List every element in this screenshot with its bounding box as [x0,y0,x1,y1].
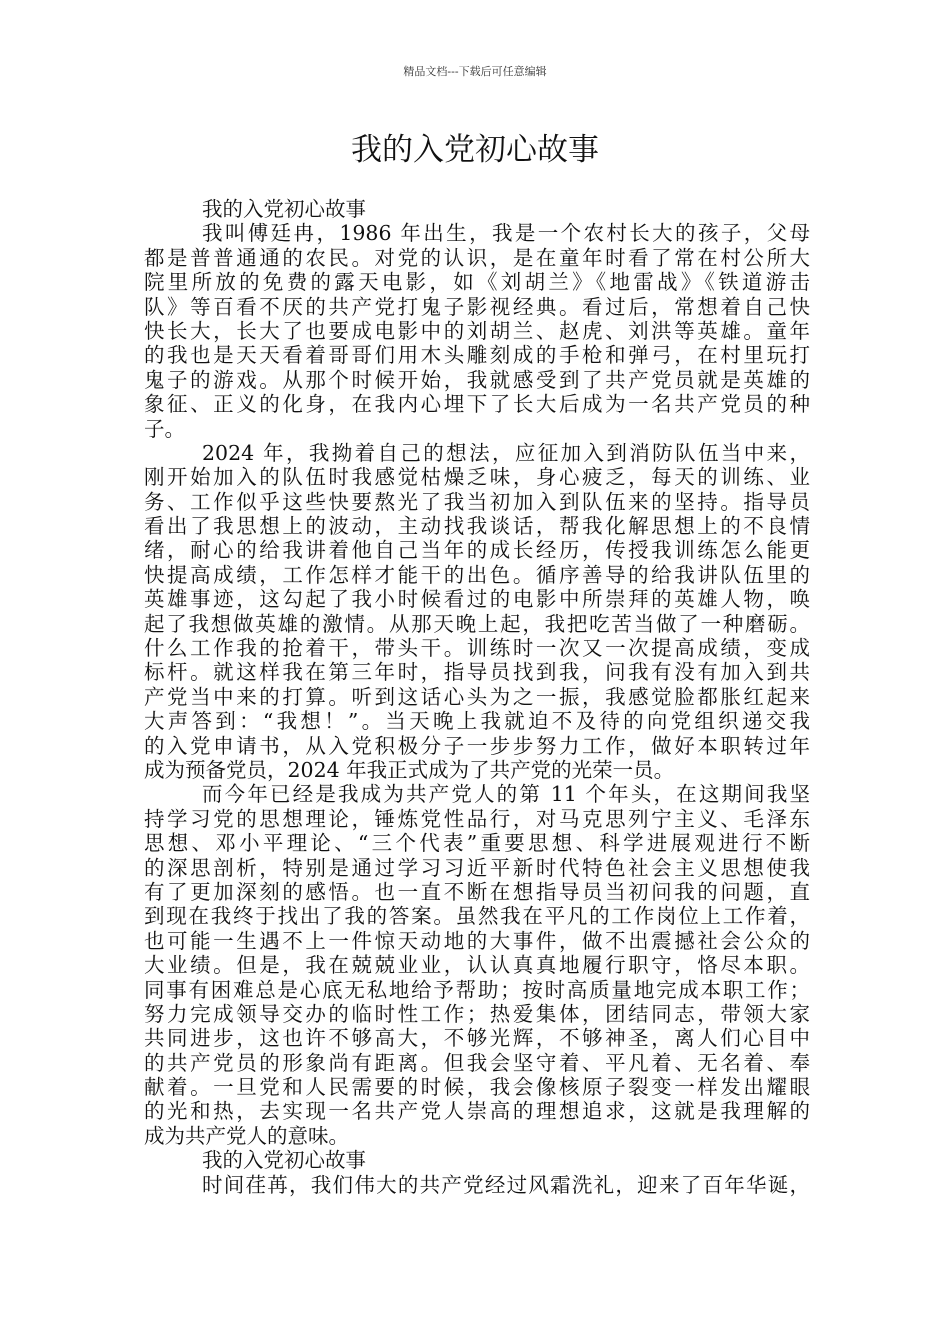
text-line: 英雄事迹，这勾起了我小时候看过的电影中所崇拜的英雄人物，唤 [144,587,810,612]
text-line: 时间荏苒，我们伟大的共产党经过风霜洗礼，迎来了百年华诞， [202,1172,810,1197]
text-line: 大声答到：“我想！”。当天晚上我就迫不及待的向党组织递交我 [144,709,810,734]
text-line: 刚开始加入的队伍时我感觉枯燥乏味，身心疲乏，每天的训练、业 [144,465,810,490]
text-line: 的入党申请书，从入党积极分子一步步努力工作，做好本职转过年 [144,733,810,758]
text-line: 有了更加深刻的感悟。也一直不断在想指导员当初问我的问题，直 [144,879,810,904]
document-title: 我的入党初心故事 [351,132,599,168]
text-line: 同事有困难总是心底无私地给予帮助；按时高质量地完成本职工作； [144,977,810,1002]
text-line: 的深思剖析，特别是通过学习习近平新时代特色社会主义思想使我 [144,855,810,880]
document-body [144,197,810,1197]
text-line: 快长大，长大了也要成电影中的刘胡兰、赵虎、刘洪等英雄。童年 [144,318,810,343]
text-line: 大业绩。但是，我在兢兢业业，认认真真地履行职守，恪尽本职。 [144,953,810,978]
text-line: 务、工作似乎这些快要熬光了我当初加入到队伍来的坚持。指导员 [144,489,810,514]
text-line: 思想、邓小平理论、“三个代表”重要思想、科学进展观进行不断 [144,831,810,856]
text-line: 努力完成领导交办的临时性工作；热爱集体，团结同志，带领大家 [144,1001,810,1026]
text-line: 产党当中来的打算。听到这话心头为之一振，我感觉脸都胀红起来 [144,684,810,709]
text-line: 2024 年，我拗着自己的想法，应征加入到消防队伍当中来， [202,440,810,465]
text-line: 都是普普通通的农民。对党的认识，是在童年时看了常在村公所大 [144,245,810,270]
text-line: 我的入党初心故事 [202,197,366,221]
text-line: 起了我想做英雄的激情。从那天晚上起，我把吃苦当做了一种磨砺。 [144,611,810,636]
text-line: 的光和热，去实现一名共产党人崇高的理想追求，这就是我理解的 [144,1099,810,1124]
text-line: 成为预备党员，2024 年我正式成为了共产党的光荣一员。 [144,757,675,782]
text-line: 共同进步，这也许不够高大，不够光辉，不够神圣，离人们心目中 [144,1026,810,1051]
text-line: 我的入党初心故事 [202,1148,366,1173]
text-line: 成为共产党人的意味。 [144,1123,349,1148]
text-line: 标杆。就这样我在第三年时，指导员找到我，问我有没有加入到共 [144,660,810,685]
text-line: 什么工作我的抢着干，带头干。训练时一次又一次提高成绩，变成 [144,636,810,661]
text-line: 而今年已经是我成为共产党人的第 11 个年头，在这期间我坚 [202,782,810,807]
text-line: 队》等百看不厌的共产党打鬼子影视经典。看过后，常想着自己快 [144,294,810,319]
text-line: 也可能一生遇不上一件惊天动地的大事件，做不出震撼社会公众的 [144,928,810,953]
text-line: 绪，耐心的给我讲着他自己当年的成长经历，传授我训练怎么能更 [144,538,810,563]
text-line: 快提高成绩，工作怎样才能干的出色。循序善导的给我讲队伍里的 [144,562,810,587]
running-header: 精品文档---下载后可任意编辑 [403,65,547,78]
text-line: 看出了我思想上的波动，主动找我谈话，帮我化解思想上的不良情 [144,514,810,539]
text-line: 我叫傅廷冉，1986 年出生，我是一个农村长大的孩子，父母 [202,221,810,246]
text-line: 到现在我终于找出了我的答案。虽然我在平凡的工作岗位上工作着， [144,904,810,929]
text-line: 院里所放的免费的露天电影，如《刘胡兰》《地雷战》《铁道游击 [144,270,810,295]
text-line: 献着。一旦党和人民需要的时候，我会像核原子裂变一样发出耀眼 [144,1075,810,1100]
text-line: 的我也是天天看着哥哥们用木头雕刻成的手枪和弹弓，在村里玩打 [144,343,810,368]
text-line: 象征、正义的化身，在我内心埋下了长大后成为一名共产党员的种 [144,392,810,417]
text-line: 子。 [144,416,185,441]
text-line: 鬼子的游戏。从那个时候开始，我就感受到了共产党员就是英雄的 [144,367,810,392]
text-line: 持学习党的思想理论，锤炼党性品行，对马克思列宁主义、毛泽东 [144,806,810,831]
text-line: 的共产党员的形象尚有距离。但我会坚守着、平凡着、无名着、奉 [144,1050,810,1075]
